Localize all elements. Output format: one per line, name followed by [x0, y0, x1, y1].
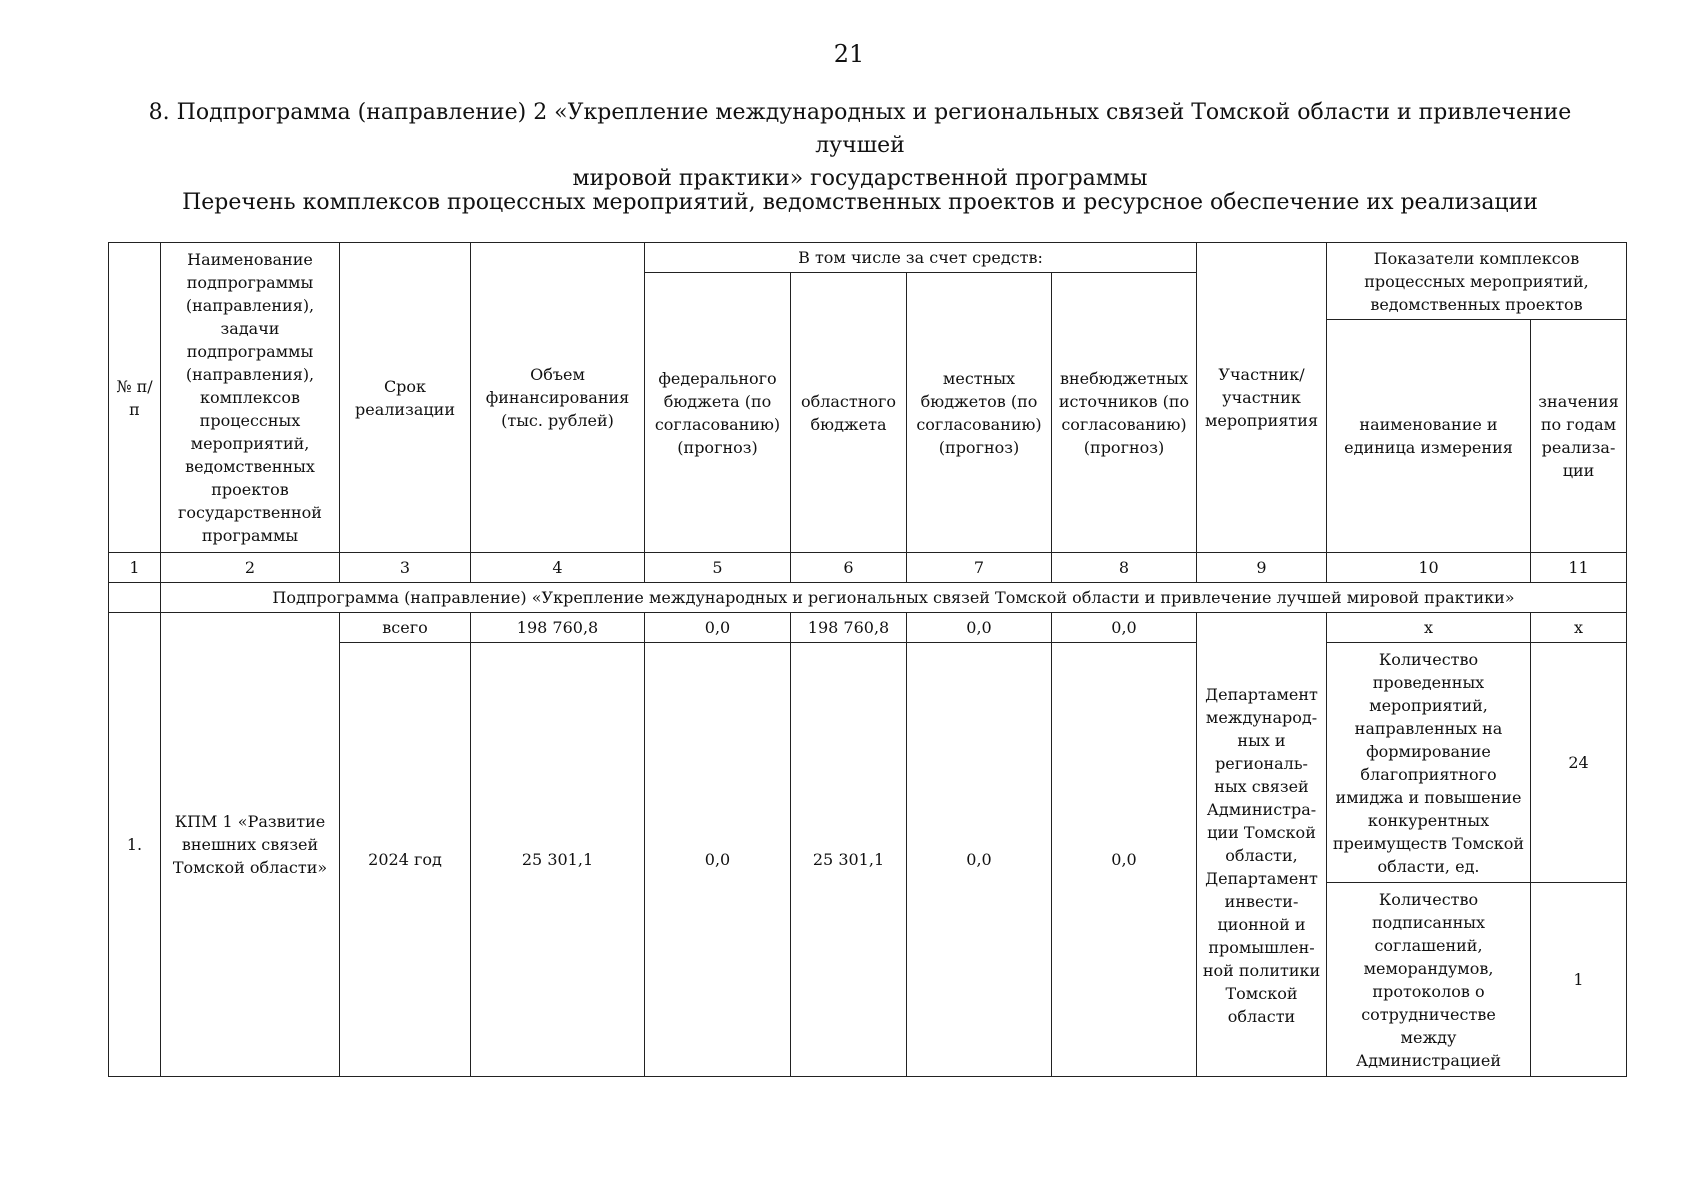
section-heading-line-2: мировой практики» государственной программы [572, 166, 1148, 191]
page-number: 21 [833, 40, 865, 68]
year-extrabudget: 0,0 [1052, 643, 1197, 1077]
header-volume: Объем финансирования (тыс. рублей) [471, 243, 645, 553]
year-period: 2024 год [340, 643, 471, 1077]
table-caption: Перечень комплексов процессных мероприятий, ведомственных проектов и ресурсное обеспечение их реализации [182, 190, 1538, 215]
table-row [109, 613, 1627, 643]
year-regional: 25 301,1 [791, 643, 907, 1077]
header-federal: федерального бюджета (по согласованию) (прогноз) [645, 273, 791, 553]
total-regional: 198 760,8 [791, 613, 907, 643]
item-participant: Департамент международ-ных и региональ-ных связей Администра-ции Томской области, Департамент инвести-ционной и промышлен-ной политики Томской области [1197, 613, 1327, 1077]
total-indicator: х [1327, 613, 1531, 643]
column-number: 11 [1531, 553, 1627, 583]
indicator-value: 24 [1531, 643, 1627, 883]
total-local: 0,0 [907, 613, 1052, 643]
indicator-name: Количество проведенных мероприятий, направленных на формирование благоприятного имиджа и повышение конкурентных преимуществ Томской области, ед. [1327, 643, 1531, 883]
item-number: 1. [109, 613, 161, 1077]
header-regional: областного бюджета [791, 273, 907, 553]
program-table [108, 242, 1627, 1077]
year-volume: 25 301,1 [471, 643, 645, 1077]
total-indicator-value: х [1531, 613, 1627, 643]
section-heading [120, 96, 1600, 195]
header-indicator-values: значения по годам реализа-ции [1531, 320, 1627, 553]
subprogram-row [109, 583, 1627, 613]
total-federal: 0,0 [645, 613, 791, 643]
column-number: 7 [907, 553, 1052, 583]
column-number: 5 [645, 553, 791, 583]
total-period: всего [340, 613, 471, 643]
column-number: 6 [791, 553, 907, 583]
year-local: 0,0 [907, 643, 1052, 1077]
header-row-1 [109, 243, 1627, 273]
header-local: местных бюджетов (по согласованию) (прогноз) [907, 273, 1052, 553]
indicator-value: 1 [1531, 883, 1627, 1077]
total-extrabudget: 0,0 [1052, 613, 1197, 643]
column-number: 2 [161, 553, 340, 583]
header-name: Наименование подпрограммы (направления), задачи подпрограммы (направления), комплексов процессных мероприятий, ведомственных проектов государственной программы [161, 243, 340, 553]
column-number: 10 [1327, 553, 1531, 583]
header-funding-group: В том числе за счет средств: [645, 243, 1197, 273]
indicator-name: Количество подписанных соглашений, меморандумов, протоколов о сотрудничестве между Администрацией [1327, 883, 1531, 1077]
column-number: 4 [471, 553, 645, 583]
header-participant: Участник/ участник мероприятия [1197, 243, 1327, 553]
total-volume: 198 760,8 [471, 613, 645, 643]
column-number: 1 [109, 553, 161, 583]
subprogram-title: Подпрограмма (направление) «Укрепление международных и региональных связей Томской области и привлечение лучшей мировой практики» [161, 583, 1627, 613]
column-number: 8 [1052, 553, 1197, 583]
section-heading-line-1: 8. Подпрограмма (направление) 2 «Укрепление международных и региональных связей Томской области и привлечение лучшей [148, 100, 1572, 158]
header-indicators-group: Показатели комплексов процессных мероприятий, ведомственных проектов [1327, 243, 1627, 320]
header-period: Срок реализации [340, 243, 471, 553]
subprogram-row-empty [109, 583, 161, 613]
year-federal: 0,0 [645, 643, 791, 1077]
item-name: КПМ 1 «Развитие внешних связей Томской области» [161, 613, 340, 1077]
header-extrabudget: внебюджетных источников (по согласованию) (прогноз) [1052, 273, 1197, 553]
column-number: 9 [1197, 553, 1327, 583]
header-indicator-name: наименование и единица измерения [1327, 320, 1531, 553]
column-number: 3 [340, 553, 471, 583]
header-number: № п/п [109, 243, 161, 553]
column-numbers-row [109, 553, 1627, 583]
